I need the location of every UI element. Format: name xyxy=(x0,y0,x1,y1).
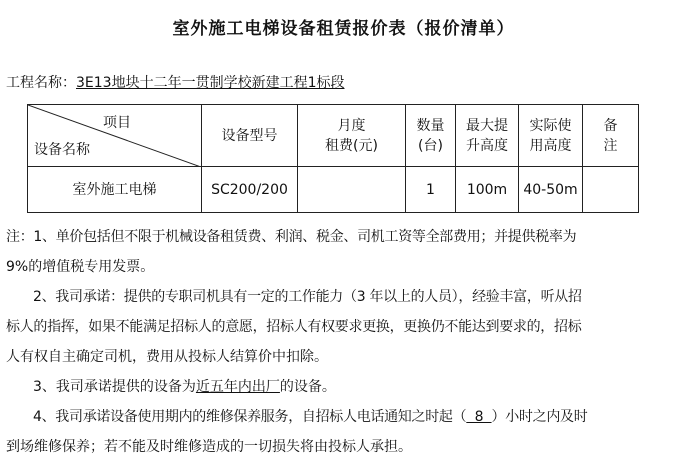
table-row xyxy=(28,167,639,213)
note-4-line-2: 到场维修保养；若不能及时维修造成的一切损失将由投标人承担。 xyxy=(6,439,412,455)
note-1-line-1: 注：1、单价包括但不限于机械设备租赁费、利润、税金、司机工资等全部费用；并提供税率为 xyxy=(6,229,577,245)
project-line xyxy=(6,72,344,92)
cell-monthly-rent xyxy=(298,167,406,213)
cell-quantity: 1 xyxy=(406,167,456,213)
note-3: 3、我司承诺提供的设备为近五年内出厂的设备。 xyxy=(33,379,336,395)
note-3-underlined: 近五年内出厂 xyxy=(195,379,280,395)
project-name: 3E13地块十二年一贯制学校新建工程1标段 xyxy=(76,75,345,91)
header-quantity: 数量 (台) xyxy=(406,105,456,167)
page-title: 室外施工电梯设备租赁报价表（报价清单） xyxy=(172,19,515,39)
cell-max-lift-height: 100m xyxy=(456,167,519,213)
note-4-hours: 8 xyxy=(466,409,492,425)
note-2-line-3: 人有权自主确定司机，费用从投标人结算价中扣除。 xyxy=(6,349,328,365)
cell-actual-height: 40-50m xyxy=(519,167,583,213)
header-max-lift-height: 最大提 升高度 xyxy=(456,105,519,167)
header-monthly-rent: 月度 租费(元) xyxy=(298,105,406,167)
header-equipment-name-label: 设备名称 xyxy=(34,142,90,158)
header-remark: 备 注 xyxy=(583,105,639,167)
header-actual-height: 实际使 用高度 xyxy=(519,105,583,167)
table-header-row xyxy=(28,105,639,167)
cell-model: SC200/200 xyxy=(202,167,298,213)
header-item-diagonal-cell xyxy=(28,105,202,167)
cell-remark xyxy=(583,167,639,213)
cell-equipment-name: 室外施工电梯 xyxy=(28,167,202,213)
quote-table xyxy=(27,104,639,213)
header-item-label: 项目 xyxy=(103,115,131,131)
note-2-line-1: 2、我司承诺：提供的专职司机具有一定的工作能力（3 年以上的人员），经验丰富，听从招 xyxy=(33,289,582,305)
notes-section xyxy=(6,222,682,462)
note-4-line-1: 4、我司承诺设备使用期内的维修保养服务，自招标人电话通知之时起（ 8 ）小时之内及时 xyxy=(33,409,588,425)
note-2-line-2: 标人的指挥，如果不能满足招标人的意愿，招标人有权要求更换，更换仍不能达到要求的，招标 xyxy=(6,319,582,335)
project-label: 工程名称： xyxy=(6,75,76,91)
header-model: 设备型号 xyxy=(202,105,298,167)
note-1-line-2: 9%的增值税专用发票。 xyxy=(6,259,155,275)
